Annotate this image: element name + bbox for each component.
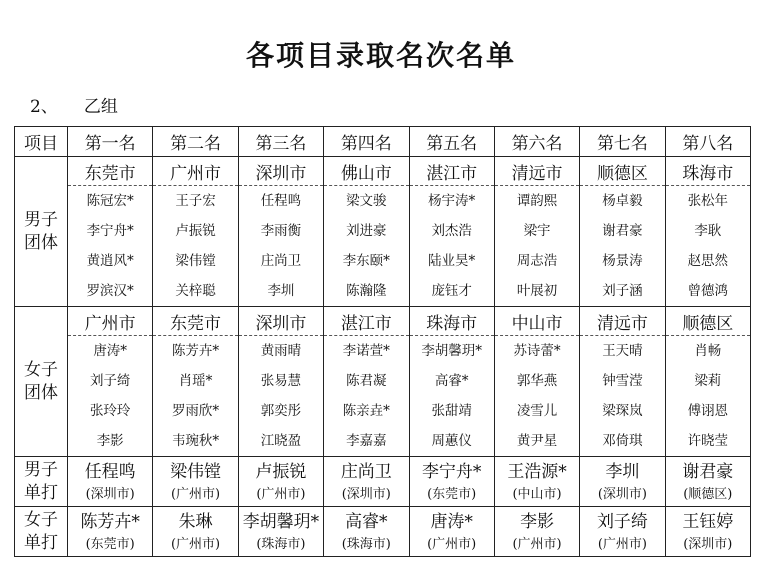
- women_team-city-3: 深圳市: [238, 307, 323, 336]
- player-name: 黄雨晴: [260, 343, 302, 359]
- player-name: 陈亲垚*: [342, 403, 390, 419]
- player-name: 傅诩恩: [687, 403, 729, 419]
- player-name: 陈芳卉*: [80, 512, 140, 532]
- player-name: 李宁舟*: [421, 462, 482, 482]
- women_team-city-6: 中山市: [494, 307, 579, 336]
- player-name: 王浩源*: [507, 462, 567, 482]
- men_single-entry-8: [665, 457, 750, 507]
- player-name: 罗雨欣*: [171, 403, 220, 419]
- player-name: 张易慧: [260, 373, 302, 389]
- header-rank-8: 第八名: [665, 127, 750, 157]
- header-item: 项目: [15, 127, 68, 157]
- player-city: (广州市): [170, 487, 221, 502]
- player-name: 刘子绮: [89, 373, 131, 389]
- player-name: 黄逍风*: [86, 253, 134, 269]
- women_single-label-line2: 单打: [24, 532, 58, 553]
- player-name: 周志浩: [516, 253, 558, 269]
- header-rank-1: 第一名: [68, 127, 153, 157]
- section-heading: [30, 92, 118, 117]
- player-name: 李诺萱*: [342, 343, 390, 359]
- player-name: 钟雪滢: [602, 373, 643, 389]
- men_single-entry-2: [153, 457, 238, 507]
- player-name: 李圳: [267, 283, 295, 299]
- player-city: (广州市): [597, 537, 648, 552]
- women_team-players-row: [15, 336, 751, 457]
- player-name: 李胡馨玥*: [421, 343, 483, 359]
- player-name: 李影: [96, 433, 124, 449]
- player-name: 李宁舟*: [86, 223, 134, 239]
- men_team-players-5: [409, 186, 494, 307]
- men_single-entry-3: [238, 457, 323, 507]
- women_single-entry-8: [665, 507, 750, 557]
- player-name: 杨宇涛*: [428, 193, 476, 209]
- player-name: 张甜靖: [431, 403, 472, 419]
- men_single-entry-7: [580, 457, 665, 507]
- women_team-players-3: [238, 336, 323, 457]
- player-name: 赵思然: [687, 253, 729, 269]
- player-name: 梁琛岚: [602, 403, 643, 419]
- player-name: 梁宇: [523, 223, 551, 239]
- player-name: 卢振锐: [175, 223, 216, 239]
- player-name: 王天晴: [602, 343, 643, 359]
- player-name: 陈芳卉*: [171, 343, 220, 359]
- page-title: 各项目录取名次名单: [245, 39, 516, 72]
- header-rank-3: 第三名: [238, 127, 323, 157]
- men_team-players-3: [238, 186, 323, 307]
- men_team-players-8: [665, 186, 750, 307]
- player-city: (深圳市): [85, 487, 135, 502]
- player-name: 唐涛*: [93, 343, 128, 359]
- player-name: 郭华燕: [516, 373, 558, 389]
- player-name: 朱琳: [178, 512, 213, 532]
- men_team-label: [15, 157, 68, 307]
- player-name: 李雨衡: [260, 223, 302, 239]
- women_single-entry-5: [409, 507, 494, 557]
- women_single-label-line1: 女子: [24, 509, 58, 530]
- men_team-players-6: [494, 186, 579, 307]
- women_team-label-line1: 女子: [24, 359, 58, 380]
- section-label: 乙组: [83, 97, 118, 117]
- player-city: (深圳市): [341, 487, 391, 502]
- men_team-label-line2: 团体: [24, 232, 58, 253]
- player-name: 陈瀚隆: [346, 283, 387, 299]
- men_single-entry-4: [324, 457, 409, 507]
- player-name: 许晓莹: [687, 433, 729, 449]
- player-city: (深圳市): [683, 537, 733, 552]
- player-name: 郭奕彤: [260, 403, 302, 419]
- men_single-row: [15, 457, 751, 507]
- men_team-city-5: 湛江市: [409, 157, 494, 186]
- player-name: 王钰婷: [682, 512, 734, 532]
- player-name: 黄尹星: [516, 433, 558, 449]
- women_team-city-1: 广州市: [68, 307, 153, 336]
- men_team-city-3: 深圳市: [238, 157, 323, 186]
- men_team-players-2: [153, 186, 238, 307]
- player-name: 关梓聪: [175, 283, 216, 299]
- player-name: 刘杰浩: [431, 223, 472, 239]
- player-name: 肖畅: [694, 343, 722, 359]
- women_team-city-2: 东莞市: [153, 307, 238, 336]
- women_team-players-2: [153, 336, 238, 457]
- player-name: 邓倚琪: [602, 433, 643, 449]
- player-name: 杨卓毅: [602, 193, 643, 209]
- men_team-players-1: [68, 186, 153, 307]
- men_single-entry-5: [409, 457, 494, 507]
- player-name: 陆业昊*: [428, 253, 476, 269]
- women_team-city-4: 湛江市: [324, 307, 409, 336]
- header-rank-5: 第五名: [409, 127, 494, 157]
- women_team-players-4: [324, 336, 409, 457]
- men_team-city-1: 东莞市: [68, 157, 153, 186]
- player-name: 罗滨汉*: [86, 283, 134, 299]
- women_team-players-6: [494, 336, 579, 457]
- player-name: 梁文骏: [346, 193, 387, 209]
- men_single-label: [15, 457, 68, 507]
- player-name: 张玲玲: [89, 403, 131, 419]
- men_team-city-8: 珠海市: [665, 157, 750, 186]
- men_team-city-6: 清远市: [494, 157, 579, 186]
- men_single-label-line1: 男子: [24, 459, 58, 480]
- player-city: (广州市): [256, 487, 306, 502]
- player-name: 任程鸣: [260, 193, 302, 209]
- player-name: 谭韵熙: [516, 193, 558, 209]
- header-row: [15, 127, 751, 157]
- women_single-entry-3: [238, 507, 323, 557]
- player-name: 李影: [520, 512, 555, 532]
- player-name: 杨景涛: [602, 253, 643, 269]
- men_team-city-2: 广州市: [153, 157, 238, 186]
- women_single-entry-2: [153, 507, 238, 557]
- women_single-row: [15, 507, 751, 557]
- player-name: 高睿*: [345, 512, 388, 532]
- women_team-city-8: 顺德区: [665, 307, 750, 336]
- women_team-cities-row: [15, 307, 751, 336]
- player-name: 江晓盈: [260, 433, 302, 449]
- women_single-label: [15, 507, 68, 557]
- player-city: (广州市): [170, 537, 221, 552]
- player-name: 李胡馨玥*: [242, 512, 320, 532]
- results-table: [14, 126, 751, 557]
- player-name: 李嘉嘉: [346, 433, 387, 449]
- women_single-entry-1: [68, 507, 153, 557]
- player-name: 张松年: [687, 193, 729, 209]
- player-name: 梁伟镗: [170, 462, 222, 482]
- player-name: 李东颐*: [342, 253, 390, 269]
- women_team-players-1: [68, 336, 153, 457]
- player-city: (顺德区): [683, 487, 733, 502]
- player-name: 梁莉: [694, 373, 722, 389]
- player-city: (东莞市): [427, 487, 477, 502]
- player-city: (广州市): [427, 537, 477, 552]
- player-city: (东莞市): [85, 537, 135, 552]
- women_team-label-line2: 团体: [24, 382, 58, 403]
- player-name: 李圳: [605, 462, 640, 482]
- player-name: 肖瑶*: [178, 373, 213, 389]
- men_team-label-line1: 男子: [24, 209, 58, 230]
- player-name: 叶展初: [516, 283, 558, 299]
- player-city: (珠海市): [256, 537, 306, 552]
- women_single-entry-7: [580, 507, 665, 557]
- player-name: 卢振锐: [255, 462, 307, 482]
- women_team-players-5: [409, 336, 494, 457]
- women_team-city-5: 珠海市: [409, 307, 494, 336]
- header-rank-7: 第七名: [580, 127, 665, 157]
- men_single-entry-6: [494, 457, 579, 507]
- women_team-players-7: [580, 336, 665, 457]
- player-name: 刘进豪: [346, 223, 387, 239]
- men_team-players-4: [324, 186, 409, 307]
- women_single-entry-6: [494, 507, 579, 557]
- men_team-players-7: [580, 186, 665, 307]
- men_single-label-line2: 单打: [24, 482, 58, 503]
- player-name: 梁伟镗: [175, 253, 216, 269]
- player-name: 庄尚卫: [260, 253, 302, 269]
- women_single-entry-4: [324, 507, 409, 557]
- player-name: 谢君豪: [602, 223, 643, 239]
- player-name: 苏诗蕾*: [513, 343, 561, 359]
- header-rank-2: 第二名: [153, 127, 238, 157]
- player-name: 陈冠宏*: [86, 193, 134, 209]
- women_team-label: [15, 307, 68, 457]
- player-city: (珠海市): [341, 537, 391, 552]
- men_team-players-row: [15, 186, 751, 307]
- player-name: 谢君豪: [682, 462, 734, 482]
- header-rank-6: 第六名: [494, 127, 579, 157]
- player-name: 周蕙仪: [431, 433, 472, 449]
- player-name: 刘子绮: [596, 512, 648, 532]
- player-city: (广州市): [512, 537, 562, 552]
- player-name: 高睿*: [434, 373, 469, 389]
- player-name: 韦琬秋*: [171, 433, 220, 449]
- player-name: 刘子涵: [602, 283, 643, 299]
- player-name: 任程鸣: [84, 462, 136, 482]
- men_team-cities-row: [15, 157, 751, 186]
- player-city: (深圳市): [597, 487, 648, 502]
- men_single-entry-1: [68, 457, 153, 507]
- men_team-city-7: 顺德区: [580, 157, 665, 186]
- player-name: 王子宏: [175, 193, 216, 209]
- player-name: 庄尚卫: [340, 462, 392, 482]
- player-name: 唐涛*: [430, 512, 473, 532]
- women_team-players-8: [665, 336, 750, 457]
- section-number: 2、: [30, 97, 58, 117]
- player-name: 凌雪儿: [516, 403, 558, 419]
- men_team-city-4: 佛山市: [324, 157, 409, 186]
- player-city: (中山市): [512, 487, 562, 502]
- player-name: 曾德鸿: [687, 283, 729, 299]
- header-rank-4: 第四名: [324, 127, 409, 157]
- women_team-city-7: 清远市: [580, 307, 665, 336]
- player-name: 陈君凝: [346, 373, 387, 389]
- player-name: 李耿: [694, 223, 722, 239]
- player-name: 庞钰才: [431, 283, 472, 299]
